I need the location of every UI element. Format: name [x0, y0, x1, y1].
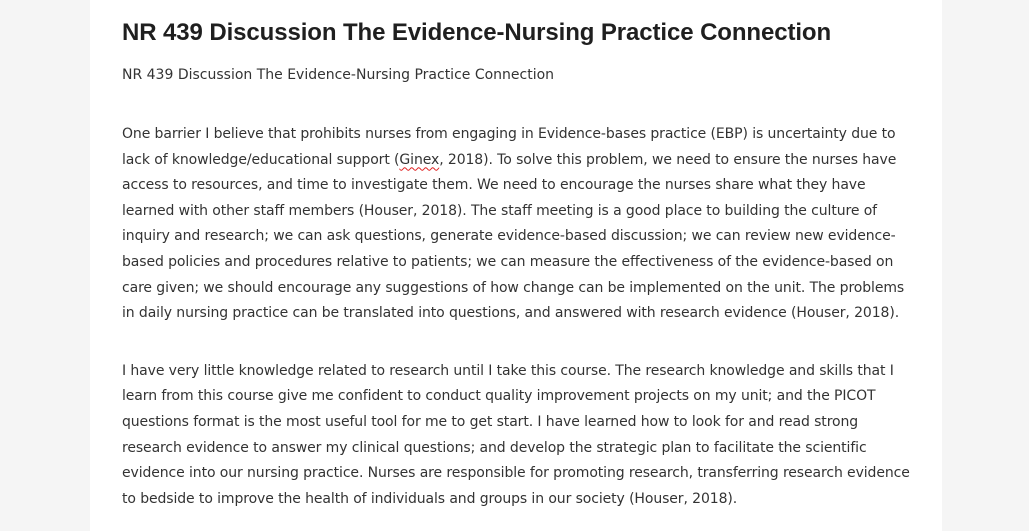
article-page [90, 0, 942, 531]
paragraph-1-text-end: , 2018). To solve this problem, we need to ensure the nurses have access to resources, and time to investigate them. We need to encourage the nurses share what they have learned with other staff members (Houser, 2018). The staff meeting is a good place to building the culture of inquiry and research; we can ask questions, generate evidence-based discussion; we can review new evidence-based policies and procedures relative to patients; we can measure the effectiveness of the evidence-based on care given; we should encourage any suggestions of how change can be implemented on the unit. The problems in daily nursing practice can be translated into questions, and answered with research evidence (Houser, 2018). [122, 151, 905, 322]
paragraph-1-text-start: One barrier I believe that prohibits nurses from engaging in Evidence-bases practice (EBP) is uncertainty due to lack of knowledge/educational support ( [122, 126, 896, 168]
spellcheck-flagged-word[interactable]: Ginex [399, 151, 440, 168]
article-subtitle: NR 439 Discussion The Evidence-Nursing Practice Connection [122, 67, 555, 83]
body-paragraph-1 [122, 122, 912, 327]
article-title: NR 439 Discussion The Evidence-Nursing Practice Connection [122, 19, 832, 46]
article-content [122, 14, 912, 512]
body-paragraph-2: I have very little knowledge related to research until I take this course. The research knowledge and skills that I learn from this course give me confident to conduct quality improvement projects on my unit; and the PICOT questions format is the most useful tool for me to get start. I have learned how to look for and read strong research evidence to answer my clinical questions; and develop the strategic plan to facilitate the scientific evidence into our nursing practice. Nurses are responsible for promoting research, transferring research evidence to bedside to improve the health of individuals and groups in our society (Houser, 2018). [122, 362, 910, 507]
